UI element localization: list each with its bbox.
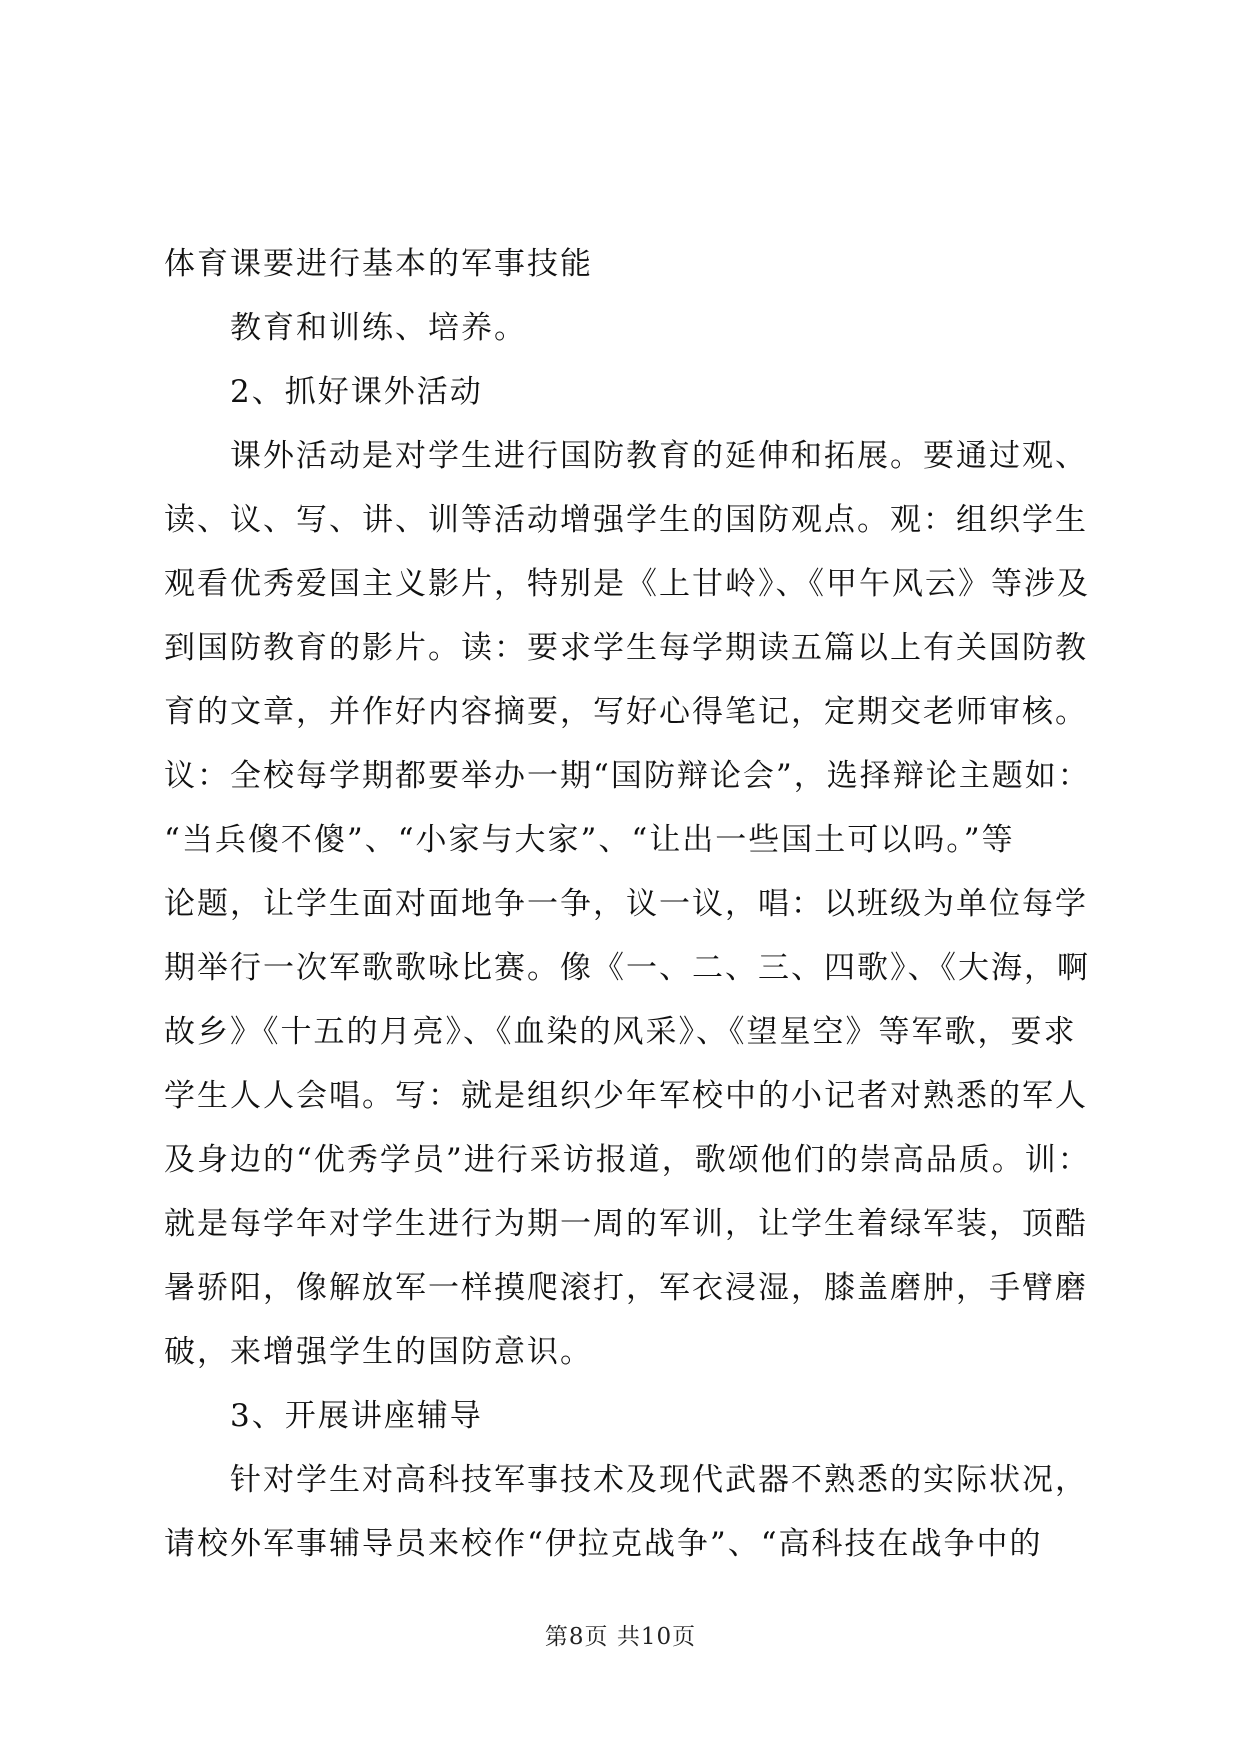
paragraph — [164, 424, 1091, 1384]
text-line: 观看优秀爱国主义影片，特别是《上甘岭》、《甲午风云》等涉及 — [164, 566, 1090, 602]
text-line: 破，来增强学生的国防意识。 — [164, 1334, 593, 1370]
text-line: 请校外军事辅导员来校作“伊拉克战争”、“高科技在战争中的 — [164, 1526, 1043, 1562]
text-line: 育的文章，并作好内容摘要，写好心得笔记，定期交老师审核。 — [164, 694, 1088, 730]
paragraph — [164, 360, 1084, 424]
text-line: 3、开展讲座辅导 — [230, 1398, 483, 1434]
text-line: 暑骄阳，像解放军一样摸爬滚打，军衣浸湿，膝盖磨肿，手臂磨 — [164, 1270, 1088, 1306]
text-line: 针对学生对高科技军事技术及现代武器不熟悉的实际状况， — [230, 1462, 1088, 1498]
paragraph — [164, 1384, 1084, 1448]
text-line: 期举行一次军歌歌咏比赛。像《一、二、三、四歌》、《大海，啊 — [164, 950, 1090, 986]
text-line: 教育和训练、培养。 — [230, 310, 527, 346]
text-line: 2、抓好课外活动 — [230, 374, 483, 410]
paragraph — [164, 232, 1084, 296]
text-line: 体育课要进行基本的军事技能 — [164, 246, 593, 282]
text-line: “当兵傻不傻”、“小家与大家”、“让出一些国土可以吗。”等 — [164, 822, 1015, 858]
text-line: 及身边的“优秀学员”进行采访报道，歌颂他们的崇高品质。训： — [164, 1142, 1091, 1178]
text-line: 到国防教育的影片。读：要求学生每学期读五篇以上有关国防教 — [164, 630, 1088, 666]
page-footer: 第8页 共10页 — [544, 1624, 697, 1650]
text-line: 议：全校每学期都要举办一期“国防辩论会”，选择辩论主题如： — [164, 758, 1091, 794]
text-line: 论题，让学生面对面地争一争，议一议，唱：以班级为单位每学 — [164, 886, 1088, 922]
text-line: 读、议、写、讲、训等活动增强学生的国防观点。观：组织学生 — [164, 502, 1088, 538]
text-line: 故乡》《十五的月亮》、《血染的风采》、《望星空》等军歌，要求 — [164, 1014, 1077, 1050]
text-line: 课外活动是对学生进行国防教育的延伸和拓展。要通过观、 — [230, 438, 1088, 474]
text-line: 就是每学年对学生进行为期一周的军训，让学生着绿军装，顶酷 — [164, 1206, 1088, 1242]
paragraph — [164, 1448, 1088, 1576]
paragraph — [164, 296, 1084, 360]
text-line: 学生人人会唱。写：就是组织少年军校中的小记者对熟悉的军人 — [164, 1078, 1088, 1114]
document-body — [164, 232, 1091, 1576]
